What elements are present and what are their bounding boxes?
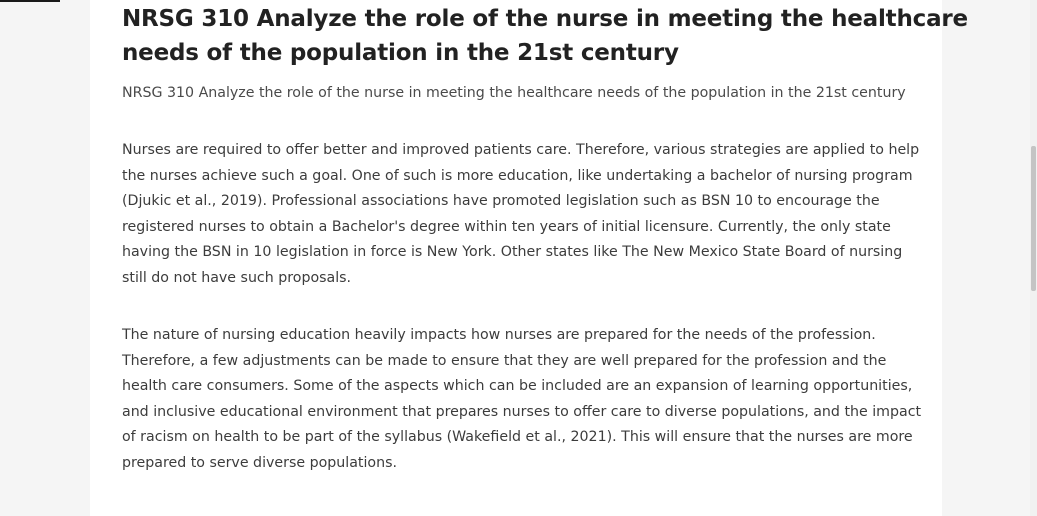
paragraph-line: registered nurses to obtain a Bachelor's degree within ten years of initial licensure. Currently, the only state xyxy=(122,218,891,235)
paragraph-line: (Djukic et al., 2019). Professional associations have promoted legislation such as BSN 10 to encourage the xyxy=(122,193,880,210)
paragraph-line: health care consumers. Some of the aspects which can be included are an expansion of learning opportunities, xyxy=(122,378,913,395)
top-bar xyxy=(0,0,60,2)
article-title-line: needs of the population in the 21st century xyxy=(122,40,679,66)
paragraph-line: still do not have such proposals. xyxy=(122,269,352,286)
paragraph-line: Therefore, a few adjustments can be made to ensure that they are well prepared for the profession and the xyxy=(122,352,887,369)
paragraph-line: the nurses achieve such a goal. One of such is more education, like undertaking a bachelor of nursing program xyxy=(122,167,913,184)
paragraph-2 xyxy=(122,323,922,477)
article-title-line: NRSG 310 Analyze the role of the nurse in meeting the healthcare xyxy=(122,6,968,32)
paragraph-line: and inclusive educational environment that prepares nurses to offer care to diverse populations, and the impact xyxy=(122,403,922,420)
article-content xyxy=(122,0,968,471)
paragraph-line: of racism on health to be part of the syllabus (Wakefield et al., 2021). This will ensure that the nurses are more xyxy=(122,429,913,446)
article-card xyxy=(90,0,968,516)
paragraph-line: prepared to serve diverse populations. xyxy=(122,454,397,471)
article-title xyxy=(122,0,968,70)
page-scrollbar[interactable] xyxy=(1030,0,1037,516)
paragraph-line: Nurses are required to offer better and improved patients care. Therefore, various strategies are applied to help xyxy=(122,142,920,158)
article-subtitle: NRSG 310 Analyze the role of the nurse in meeting the healthcare needs of the population in the 21st century xyxy=(122,85,906,101)
paragraph-line: The nature of nursing education heavily impacts how nurses are prepared for the needs of the profession. xyxy=(122,327,876,343)
paragraph-1 xyxy=(122,138,922,292)
scrollbar-thumb[interactable] xyxy=(1031,146,1036,291)
paragraph-line: having the BSN in 10 legislation in force is New York. Other states like The New Mexico State Board of nursing xyxy=(122,244,903,261)
